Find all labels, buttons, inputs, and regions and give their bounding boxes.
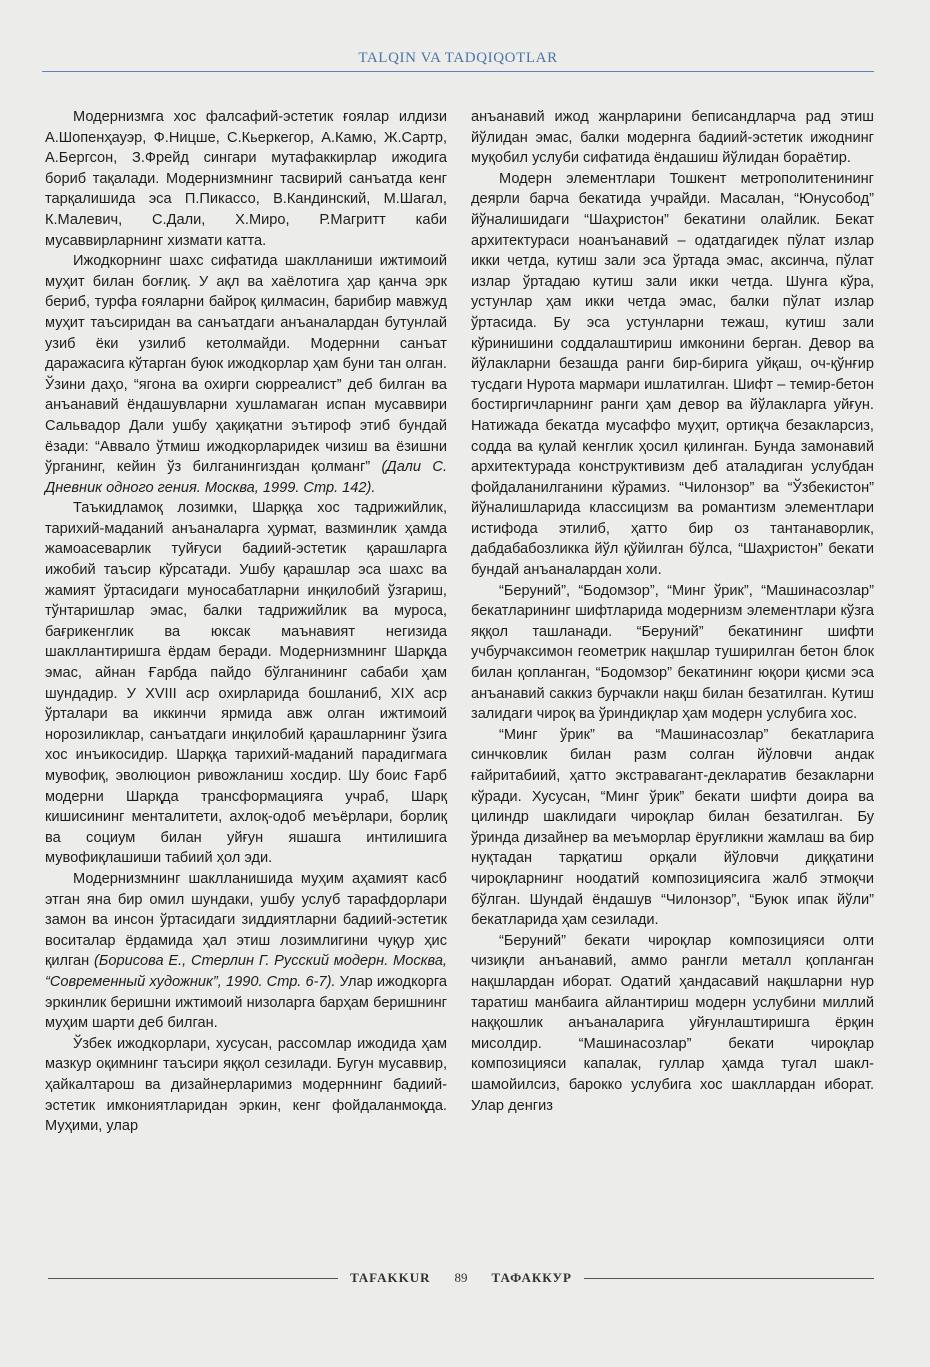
header-divider xyxy=(42,71,874,72)
paragraph-continued: анъанавий ижод жанрларини беписандларча рад этиш йўлидан эмас, балки модернга бадиий-эстетик ижоднинг муқобил услуби сифатида ёндашиш йўлидан бораётир. xyxy=(471,109,874,167)
paragraph xyxy=(45,251,447,498)
footer-rule-right xyxy=(584,1278,874,1279)
footer-journal-cyrillic: ТАФАККУР xyxy=(491,1270,572,1285)
citation: (Борисова Е., Стерлин Г. Русский модерн. Москва, “Современный художник”, 1990. Стр. 6-7). xyxy=(45,953,447,990)
paragraph-text: Улар ижодкорга эркинлик беришни ижтимоий низоларга барҳам беришнинг муҳим шарти деб билган. xyxy=(45,973,448,1032)
paragraph: “Минг ўрик” ва “Машинасозлар” бекатларига синчковлик билан разм солган йўловчи андак ғайритабиий, ҳатто экстравагант-декларатив безакларни кўради. Хусусан, “Минг ўрик” бекати шифти доира ва цилиндр шаклидаги чироқлар билан безатилган. Бу ўринда дизайнер ва меъморлар ёруғликни жамлаш ва бир нуқтадан тарқатиш орқали йўловчи диққатини чироқларнинг ноодатий композициясига жалб этмоқчи бўлган. Шундай ёндашув “Чилонзор”, “Буюк ипак йўли” бекатларида ҳам сезилади. xyxy=(471,726,874,929)
journal-section-title: TALQIN VA TADQIQOTLAR xyxy=(358,50,558,66)
footer-rule-left xyxy=(48,1278,338,1279)
page-footer xyxy=(48,1267,874,1289)
page-header xyxy=(42,50,874,74)
paragraph-text: Ижодкорнинг шахс сифатида шаклланиши ижтимоий муҳит билан боғлиқ. У ақл ва хаёлотига ҳар қанча эрк бериб, турфа ғояларни байроқ қилмасин, барибир мавжуд муҳит таъсиридан ва санъатдаги анъаналардан бутунлай узиб ёки узилиб кетолмайди. Модернни санъат даражасига кўтарган буюк ижодкорлар ҳам буни тан олган. Ўзини даҳо, “ягона ва охирги сюрреалист” деб билган ва анъанавий ёндашувларни хушламаган испан мусаввири Сальвадор Дали ушбу ҳақиқатни эътироф этиб бундай ёзади: “Аввало ўтмиш ижодкорларидек чизиш ва ёзишни ўрганинг, кейин ўз билганингиздан қолманг” xyxy=(45,253,447,476)
paragraph: “Беруний” бекати чироқлар композицияси олти чизиқли анъанавий, аммо рангли металл қопланган нақшлардан иборат. Одатий ҳандасавий нақшларни нур таратиш манбаига айлантириш модерн услубини миллий наққошлик анъаналарига уйғунлаштиришга ёрқин мисолдир. “Машинасозлар” бекати чироқлар композицияси капалак, гуллар ҳамда тугал шакл-шамойилсиз, барокко услубига хос шакллардан иборат. Улар денгиз xyxy=(471,932,874,1114)
right-column xyxy=(471,107,874,1116)
paragraph: Таъкидламоқ лозимки, Шарққа хос тадрижийлик, тарихий-маданий анъаналарга ҳурмат, вазминлик ҳамда жамоасеварлик туйғуси бадиий-эстетик қарашларга ижобий таъсир кўрсатади. Ушбу қарашлар эса шахс ва жамият ўртасидаги муносабатларни инқилобий ўзгариш, тўнтаришлар эмас, балки тадрижийлик ва муроса, бағрикенглик ва юксак маънавият негизида шакллантиришга ёрдам беради. Модернизмнинг Шарқда эмас, айнан Ғарбда пайдо бўлганининг сабаби ҳам шундадир. У XVIII аср охирларида бошланиб, XIX аср ўрталари ва иккинчи ярмида авж олган ижтимоий норозиликлар, санъатдаги инқилобий қарашларнинг ўзига хос инъикосидир. Шарққа тарихий-маданий парадигмага мувофиқ, эволюцион ривожланиш хосдир. Шу боис Ғарб модерни Шарқда трансформацияга учраб, Шарқ кишисининг менталитети, ахлоқ-одоб меъёрлари, борлиқ ва социум билан уйғун яшашга интилишига мувофиқлашиши табиий ҳол эди. xyxy=(45,500,447,867)
page-number: 89 xyxy=(454,1270,468,1285)
paragraph: Модерн элементлари Тошкент метрополитенининг деярли барча бекатида учрайди. Масалан, “Юнусобод” йўналишидаги “Шаҳристон” бекатини олайлик. Бекат архитектураси ноанъанавий – одатдагидек пўлат излар икки четда, кутиш зали эса ўртада эмас, аксинча, пўлат излар ўртадаю кутиш зали икки четда. Шунга кўра, устунлар ҳам икки четда эмас, балки пўлат излар ўртасида. Бу эса устунларни тежаш, кутиш зали кўринишини соддалаштириш имконини берган. Девор ва йўлакларни безашда ранги бир-бирига уйқаш, оч-қўнғир тусдаги Нурота мармари ишлатилган. Шифт – темир-бетон бостиргичларнинг ранги ҳам девор ва йўлакларга уйғун. Натижада бекатда мусаффо муҳит, ортиқча безакларсиз, содда ва қулай кенглик ҳосил қилинган. Бунда замонавий архитектурада конструктивизм деб аталадиган услубдан фойдаланилганини кўрамиз. “Чилонзор” ва “Ўзбекистон” йўналишларида классицизм ва романтизм элементлари истифода этилиб, ҳатто бир оз тантанаворлик, дабдабабозликка йўл қўйилган бўлса, “Шаҳристон” бекати бундай анъаналардан холи. xyxy=(471,170,874,579)
left-column xyxy=(45,107,447,1137)
paragraph: “Беруний”, “Бодомзор”, “Минг ўрик”, “Машинасозлар” бекатларининг шифтларида модернизм элементлари кўзга яққол ташланади. “Беруний” бекатининг шифти учбурчаксимон геометрик нақшлар туширилган бетон блок билан қопланган, “Бодомзор” бекатининг юқори қисми эса анъанавий саккиз бурчакли нақш билан безатилган. Кутиш залидаги чироқ ва ўриндиқлар ҳам модерн услубига хос. xyxy=(471,582,874,723)
paragraph-text: Модернизмнинг шаклланишида муҳим аҳамият касб этган яна бир омил шундаки, ушбу услуб тарафдорлари замон ва инсон ўртасидаги зиддиятларни бадиий-эстетик воситалар ёрдамида ҳал этиш лозимлигини чуқур ҳис қилган xyxy=(45,870,447,970)
citation: (Дали С. Дневник одного гения. Москва, 1999. Стр. 142). xyxy=(45,459,448,496)
paragraph: Модернизмга хос фалсафий-эстетик ғоялар илдизи А.Шопенҳауэр, Ф.Ницше, С.Кьеркегор, А.Камю, Ж.Сартр, А.Бергсон, З.Фрейд сингари мутафаккирлар ижодига бориб тақалади. Модернизмнинг тасвирий санъатда кенг тарқалишида эса П.Пикассо, В.Кандинский, М.Шагал, К.Малевич, С.Дали, Х.Миро, Р.Магритт каби мусаввирларнинг хизмати катта. xyxy=(45,109,447,249)
paragraph xyxy=(45,869,447,1034)
paragraph: Ўзбек ижодкорлари, хусусан, рассомлар ижодида ҳам мазкур оқимнинг таъсири яққол сезилади. Бугун мусаввир, ҳайкалтарош ва дизайнерларимиз модерннинг бадиий-эстетик имкониятларидан эркин, кенг фойдаланмоқда. Муҳими, улар xyxy=(45,1035,447,1135)
footer-journal-latin: TAFAKKUR xyxy=(350,1270,431,1285)
